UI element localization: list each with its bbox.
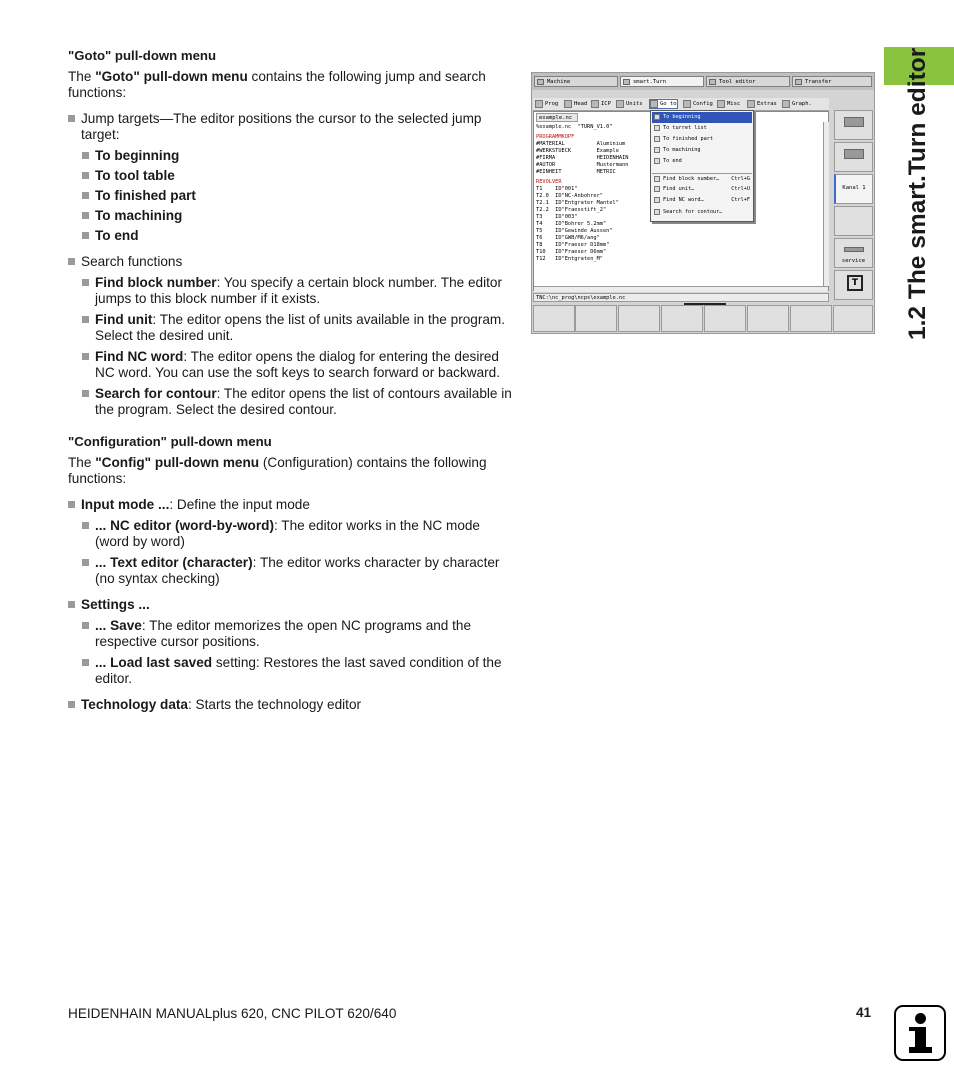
settings-item <box>68 597 514 613</box>
tab-machine[interactable] <box>534 76 618 87</box>
menu-label: Extras <box>757 101 777 107</box>
technology-item <box>68 697 514 713</box>
config-intro-bold: "Config" pull-down menu <box>95 455 260 470</box>
dropdown-item-search-contour[interactable] <box>652 207 752 218</box>
input-mode-sub-bold: ... Text editor (character) <box>95 555 253 570</box>
menu-misc[interactable] <box>717 100 740 108</box>
config-intro <box>68 455 514 487</box>
machine-icon <box>537 79 544 85</box>
input-mode-sub-item <box>82 518 514 550</box>
code-line: T6 ID"GWB/M6/ang" <box>536 235 600 241</box>
code-line: #FIRMA HEIDENHAIN <box>536 155 629 161</box>
code-line: T2.2 ID"Fraesstift_2" <box>536 207 607 213</box>
operating-mode-bar <box>532 73 874 90</box>
footer-manual-title: HEIDENHAIN MANUALplus 620, CNC PILOT 620/640 <box>68 1006 397 1021</box>
smart-turn-icon <box>623 79 630 85</box>
softkey-tool[interactable] <box>834 270 873 300</box>
dropdown-label: To end <box>663 158 682 164</box>
jump-item-label: To beginning <box>95 148 180 163</box>
jump-item <box>82 188 514 204</box>
dropdown-shortcut: Ctrl+U <box>731 186 750 192</box>
goto-dropdown-menu <box>650 110 754 222</box>
code-line: T3 ID"003" <box>536 214 578 220</box>
code-section-turret: REVOLVER <box>536 179 562 185</box>
search-item-bold: Find unit <box>95 312 153 327</box>
dropdown-item-to-finished-part[interactable] <box>652 134 752 145</box>
tab-label: smart.Turn <box>633 79 667 85</box>
tab-label: Transfer <box>805 79 832 85</box>
dropdown-label: Find unit… <box>663 186 695 192</box>
bullet-square <box>68 701 75 708</box>
code-section-head: PROGRAMMKOPF <box>536 134 575 140</box>
to-turret-list-icon <box>654 125 660 131</box>
control-screenshot <box>531 72 875 334</box>
dropdown-label: To machining <box>663 147 701 153</box>
input-mode-item <box>68 497 514 513</box>
jump-targets-item <box>68 111 514 143</box>
go-to-icon <box>650 100 658 108</box>
config-heading: "Configuration" pull-down menu <box>68 434 272 449</box>
bullet-square <box>82 172 89 179</box>
softkey-h6[interactable] <box>747 305 789 332</box>
softkey-1[interactable] <box>834 110 873 140</box>
dropdown-label: Find NC word… <box>663 197 704 203</box>
menu-label: Config <box>693 101 713 107</box>
settings-sub-bold: ... Save <box>95 618 142 633</box>
bullet-square <box>82 212 89 219</box>
bullet-square <box>82 152 89 159</box>
menu-label: ICP <box>601 101 611 107</box>
bullet-square <box>82 279 89 286</box>
code-header-line: %example.nc "TURN_V1.0" <box>536 124 613 130</box>
icp-icon <box>591 100 599 108</box>
code-line: T2.1 ID"Entgrater Mantel" <box>536 200 619 206</box>
info-icon-base <box>909 1047 932 1053</box>
search-item <box>82 312 514 344</box>
dropdown-item-find-unit[interactable] <box>652 184 752 195</box>
config-intro-post: (Configuration) contains the following functions: <box>68 455 487 486</box>
jump-item <box>82 148 514 164</box>
misc-icon <box>717 100 725 108</box>
settings-sub-text: : The editor memorizes the open NC programs and the respective cursor positions. <box>95 618 472 649</box>
horizontal-scrollbar[interactable] <box>534 286 828 292</box>
search-item <box>82 275 514 307</box>
menu-icp[interactable] <box>591 100 611 108</box>
softkey-h8[interactable] <box>833 305 873 332</box>
tab-transfer[interactable] <box>792 76 872 87</box>
bullet-square <box>82 559 89 566</box>
menu-label: Units <box>626 101 643 107</box>
softkey-service[interactable] <box>834 238 873 268</box>
menu-config[interactable] <box>683 100 713 108</box>
bullet-square <box>68 601 75 608</box>
goto-intro <box>68 69 514 101</box>
code-line: T8 ID"Fraeser D18mm" <box>536 242 610 248</box>
code-line: T1 ID"001" <box>536 186 578 192</box>
softkey-label: service <box>841 258 866 264</box>
code-line: #MATERIAL Aluminium <box>536 141 626 147</box>
tool-editor-icon <box>709 79 716 85</box>
settings-sub-item <box>82 655 514 687</box>
technology-bold: Technology data <box>81 697 188 712</box>
tab-label: Machine <box>547 79 571 85</box>
menu-head[interactable] <box>564 100 587 108</box>
head-icon <box>564 100 572 108</box>
jump-targets-text: Jump targets—The editor positions the cursor to the selected jump target: <box>81 111 482 142</box>
softkey-h5[interactable] <box>704 305 746 332</box>
goto-intro-bold: "Goto" pull-down menu <box>95 69 248 84</box>
input-mode-group <box>68 497 514 587</box>
jump-targets-group <box>68 111 514 244</box>
jump-item-label: To finished part <box>95 188 196 203</box>
dropdown-item-find-block[interactable] <box>652 173 752 184</box>
menu-extras[interactable] <box>747 100 777 108</box>
dropdown-item-to-turret-list[interactable] <box>652 123 752 134</box>
find-block-icon <box>654 176 660 182</box>
tool-t-icon: T <box>847 275 863 291</box>
find-unit-icon <box>654 186 660 192</box>
input-mode-sub-text: : The editor works in the NC mode (word by word) <box>95 518 480 549</box>
dropdown-label: Search for contour… <box>663 209 723 215</box>
dropdown-item-to-machining[interactable] <box>652 145 752 156</box>
technology-text: : Starts the technology editor <box>188 697 362 712</box>
units-icon <box>616 100 624 108</box>
extras-icon <box>747 100 755 108</box>
to-finished-part-icon <box>654 136 660 142</box>
vertical-scrollbar[interactable] <box>823 122 829 286</box>
code-line: T2.0 ID"NC-Anbohrer" <box>536 193 603 199</box>
search-item-text: : The editor opens the list of units available in the program. Select the desired unit. <box>95 312 506 343</box>
to-machining-icon <box>654 147 660 153</box>
menu-prog[interactable] <box>535 100 558 108</box>
menu-go-to[interactable] <box>650 100 677 108</box>
bullet-square <box>82 316 89 323</box>
search-item <box>82 386 514 418</box>
settings-group <box>68 597 514 687</box>
menu-units[interactable] <box>616 100 643 108</box>
bullet-square <box>68 258 75 265</box>
chapter-title: 1.2 The smart.Turn editor <box>904 48 931 341</box>
input-mode-sub-text: : The editor works character by character (no syntax checking) <box>95 555 500 586</box>
search-item-bold: Find block number <box>95 275 217 290</box>
bullet-square <box>82 659 89 666</box>
jump-item <box>82 168 514 184</box>
code-line: #WERKSTUECK Example <box>536 148 619 154</box>
code-line: #AUTOR Mustermann <box>536 162 629 168</box>
bullet-square <box>82 192 89 199</box>
find-nc-word-icon <box>654 197 660 203</box>
input-mode-sub-item <box>82 555 514 587</box>
menu-label: Graph. <box>792 101 812 107</box>
dropdown-item-find-nc-word[interactable] <box>652 195 752 206</box>
file-tab[interactable]: example.nc <box>536 113 578 122</box>
menu-label: Head <box>574 101 588 107</box>
dropdown-label: To beginning <box>663 114 701 120</box>
jump-item-label: To tool table <box>95 168 175 183</box>
search-functions-group <box>68 254 514 418</box>
code-line: T12 ID"Entgraten_M" <box>536 256 603 262</box>
code-line: T4 ID"Bohrer 5.2mm" <box>536 221 607 227</box>
settings-sub-text: setting: Restores the last saved condition of the editor. <box>95 655 502 686</box>
info-icon-dot <box>915 1013 926 1024</box>
softkey-h2[interactable] <box>575 305 617 332</box>
jump-item-label: To machining <box>95 208 183 223</box>
settings-bold: Settings ... <box>81 597 150 612</box>
softkey-2[interactable] <box>834 142 873 172</box>
settings-sub-bold: ... Load last saved <box>95 655 213 670</box>
lathe-icon <box>844 117 864 127</box>
softkey-label: Kanal 1 <box>842 185 866 191</box>
jump-item <box>82 228 514 244</box>
config-intro-pre: The <box>68 455 96 470</box>
tab-smart-turn[interactable] <box>620 76 704 87</box>
goto-intro-post: contains the following jump and search functions: <box>68 69 486 100</box>
dropdown-shortcut: Ctrl+F <box>731 197 750 203</box>
code-line: T5 ID"Gewinde Aussen" <box>536 228 613 234</box>
softkey-h3[interactable] <box>618 305 660 332</box>
dropdown-label: To turret list <box>663 125 707 131</box>
to-end-icon <box>654 158 660 164</box>
config-icon <box>683 100 691 108</box>
input-mode-sub-bold: ... NC editor (word-by-word) <box>95 518 274 533</box>
settings-sub-item <box>82 618 514 650</box>
softkey-h1[interactable] <box>533 305 575 332</box>
softkey-h7[interactable] <box>790 305 832 332</box>
code-line: T10 ID"Fraeser D6mm" <box>536 249 607 255</box>
to-beginning-icon <box>654 114 660 120</box>
transfer-icon <box>795 79 802 85</box>
dropdown-label: To finished part <box>663 136 713 142</box>
softkey-4[interactable] <box>834 206 873 236</box>
menu-graph[interactable] <box>782 100 812 108</box>
goto-intro-pre: The <box>68 69 96 84</box>
dropdown-label: Find block number… <box>663 176 720 182</box>
input-mode-text: : Define the input mode <box>169 497 310 512</box>
search-contour-icon <box>654 209 660 215</box>
bullet-square <box>68 115 75 122</box>
tool-holder-icon <box>844 149 864 159</box>
goto-heading: "Goto" pull-down menu <box>68 48 217 63</box>
bullet-square <box>82 232 89 239</box>
menu-label: Go to <box>660 101 677 107</box>
search-functions-text: Search functions <box>81 254 183 269</box>
bullet-square <box>68 501 75 508</box>
search-functions-item <box>68 254 514 270</box>
search-item-bold: Search for contour <box>95 386 217 401</box>
file-path-status: TNC:\nc_prog\ncps\example.nc <box>533 293 829 302</box>
dropdown-item-to-end[interactable] <box>652 156 752 167</box>
search-item-text: : You specify a certain block number. The editor jumps to this block number if it exists. <box>95 275 502 306</box>
horizontal-softkeys <box>532 305 874 333</box>
search-item-bold: Find NC word <box>95 349 184 364</box>
wrench-icon <box>844 247 864 252</box>
search-item-text: : The editor opens the dialog for entering the desired NC word. You can use the soft keys to search forward or backward. <box>95 349 500 380</box>
search-item <box>82 349 514 381</box>
bullet-square <box>82 522 89 529</box>
main-content <box>68 48 514 718</box>
search-item-text: : The editor opens the list of contours available in the program. Select the desired contour. <box>95 386 512 417</box>
vertical-softkeys <box>832 110 874 305</box>
code-line: #EINHEIT METRIC <box>536 169 616 175</box>
tab-tool-editor[interactable] <box>706 76 790 87</box>
softkey-channel-1[interactable] <box>834 174 873 204</box>
bullet-square <box>82 390 89 397</box>
tab-label: Tool editor <box>719 79 756 85</box>
jump-item <box>82 208 514 224</box>
bullet-square <box>82 622 89 629</box>
softkey-h4[interactable] <box>661 305 703 332</box>
dropdown-shortcut: Ctrl+G <box>731 176 750 182</box>
info-icon <box>894 1005 946 1061</box>
dropdown-item-to-beginning[interactable] <box>652 112 752 123</box>
graph-icon <box>782 100 790 108</box>
input-mode-bold: Input mode ... <box>81 497 170 512</box>
page-number: 41 <box>856 1005 872 1020</box>
menu-label: Misc <box>727 101 741 107</box>
bullet-square <box>82 353 89 360</box>
menu-label: Prog <box>545 101 559 107</box>
prog-icon <box>535 100 543 108</box>
jump-item-label: To end <box>95 228 139 243</box>
